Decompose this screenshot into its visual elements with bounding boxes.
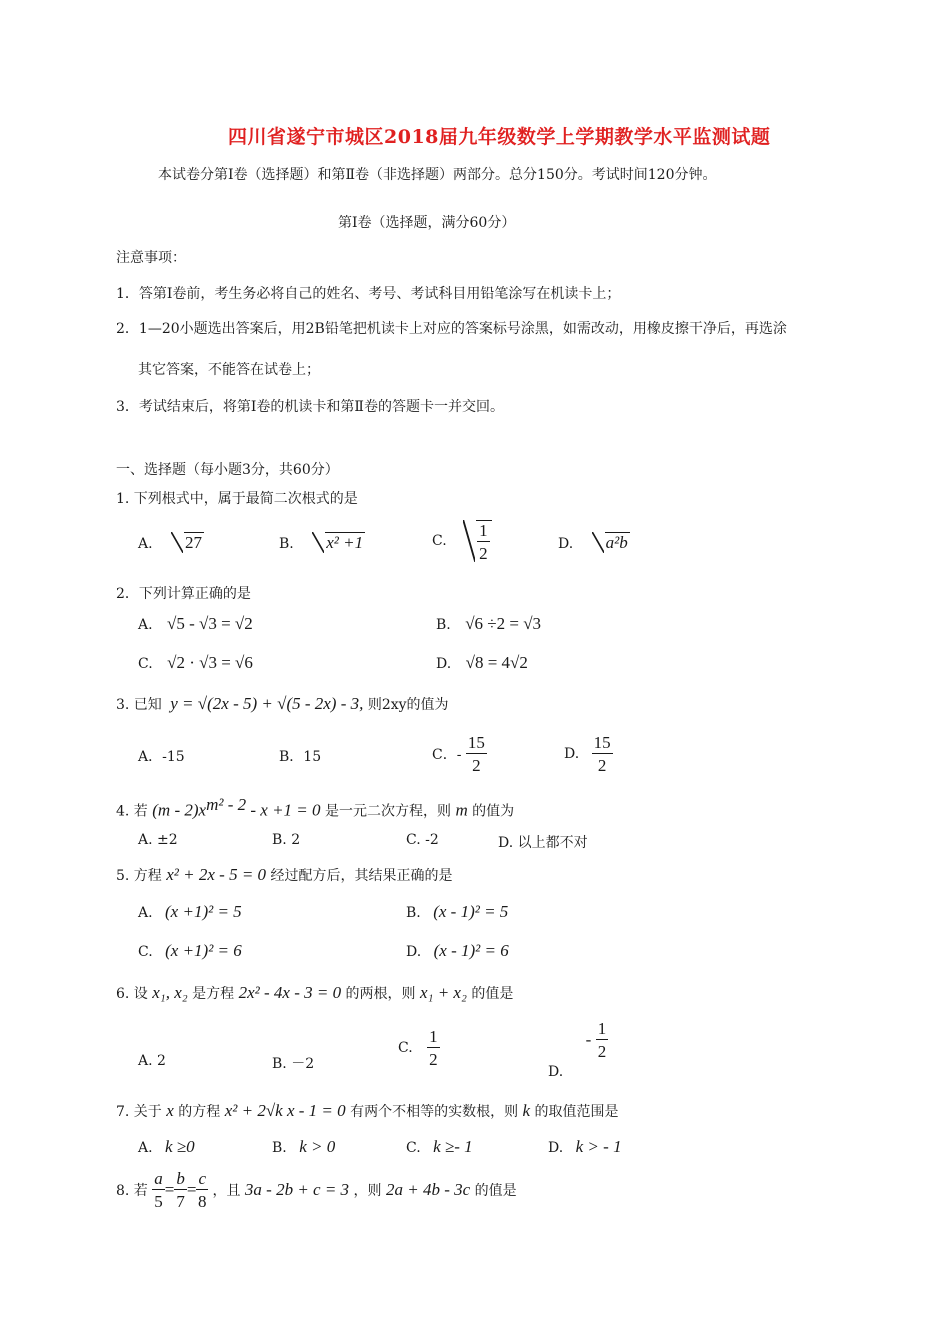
q6-c-den: 2 [429,1050,438,1069]
q1-option-d [558,532,630,553]
q1-a-radicand: 27 [185,533,203,552]
note-2-cont: 其它答案，不能答在试卷上； [138,362,320,378]
q7-a-expr: k ≥0 [165,1137,195,1156]
q8-frac-a [152,1170,165,1210]
q6-vars: x₁, x₂ [152,983,188,1002]
q3-c-label: C．- [432,747,462,763]
q6-option-d [548,1019,608,1080]
q1-c-label: C. [432,533,447,549]
q1-d-sqrt [592,532,630,553]
q7-mid: 的方程 [178,1104,221,1120]
q5-label: 5. 方程 [116,868,162,884]
q2-d-expr: √8 = 4√2 [465,653,528,672]
q4-option-b: B. 2 [272,832,301,848]
q5-tail: 经过配方后，其结果正确的是 [270,868,453,884]
q5-option-a [138,902,242,922]
q6-mid2: 的两根，则 [345,986,416,1002]
q8-f2-den: 7 [176,1192,185,1211]
q7-var: x [166,1101,174,1120]
q5-stem [116,865,453,885]
q6-c-frac [427,1028,440,1068]
note-3: 3．考试结束后，将第Ⅰ卷的机读卡和第Ⅱ卷的答题卡一并交回。 [116,399,504,415]
q2-c-expr: √2 · √3 = √6 [167,653,253,672]
q2-d-label: D. [436,656,452,672]
q8-target: 2a + 4b - 3c [385,1180,471,1199]
q8-mid: ，且 [212,1183,241,1199]
q3-d-num: 15 [593,733,611,752]
q7-d-label: D. [548,1140,564,1156]
q6-d-frac [596,1020,609,1060]
q6-mid: 是方程 [192,986,235,1002]
q8-condition: 3a - 2b + c = 3 [244,1180,350,1199]
q1-c-sqrt [463,520,492,562]
q1-stem: 1. 下列根式中，属于最简二次根式的是 [116,491,358,507]
q5-b-expr: (x - 1)² = 5 [433,902,509,921]
q7-d-expr: k > - 1 [575,1137,622,1156]
q1-option-a [138,532,204,553]
q1-option-c [432,520,492,562]
q7-var2: k [522,1101,531,1120]
q4-exponent: m² - 2 [206,795,247,814]
q8-mid2: ，则 [353,1183,382,1199]
q3-d-label: D. [564,746,580,762]
q5-c-expr: (x +1)² = 6 [165,941,242,960]
q5-option-c [138,941,242,961]
q5-option-d [406,941,509,961]
q4-label: 4. 若 [116,803,148,820]
q3-option-c [432,734,487,774]
q7-b-label: B. [272,1140,287,1156]
q5-a-label: A. [138,905,153,921]
q1-c-num: 1 [479,521,488,540]
q3-c-den: 2 [472,756,481,775]
q5-option-b [406,902,508,922]
q7-c-label: C. [406,1140,421,1156]
q8-label: 8. 若 [116,1183,148,1199]
q3-option-d [564,734,613,774]
q6-tail: 的值是 [471,986,514,1002]
q7-option-c [406,1137,473,1157]
q5-c-label: C. [138,944,153,960]
q5-expr: x² + 2x - 5 = 0 [166,865,267,884]
q5-d-expr: (x - 1)² = 6 [433,941,509,960]
q6-d-sign: - [585,1030,592,1049]
part1-heading: 一、选择题（每小题3分，共60分） [116,462,339,478]
q6-option-a: A. 2 [138,1053,166,1069]
q4-stem [116,795,514,821]
q7-c-expr: k ≥- 1 [433,1137,473,1156]
q7-stem [116,1101,619,1121]
q2-a-expr: √5 - √3 = √2 [167,614,253,633]
q6-label: 6. 设 [116,986,148,1002]
q7-expr: x² + 2√k x - 1 = 0 [224,1101,346,1120]
q2-b-expr: √6 ÷2 = √3 [465,614,542,633]
q4-var: m [455,800,468,820]
q6-sum: x₁ + x₂ [419,983,467,1002]
q3-d-den: 2 [597,756,607,775]
q5-d-label: D. [406,944,422,960]
q8-stem: 8. 若 $\frac{a}{5}$ = $\frac{b}{7}$ = $\frac{c}{8}$ ，且 3a - 2b + c = 3 ，则 2a + 4b - 3c 的值是 [116,1169,517,1211]
notes-title: 注意事项： [116,250,186,266]
q4-expr2: - x +1 = 0 [246,800,321,820]
q6-d-label: D. [548,1064,564,1080]
q2-option-c [138,653,253,673]
q6-d-den: 2 [597,1042,607,1061]
q8-frac-c [196,1170,208,1210]
note-2: 2．1—20小题选出答案后，用2B铅笔把机读卡上对应的答案标号涂黑，如需改动，用橡皮擦干净后，再选涂 [116,321,787,337]
q7-a-label: A. [138,1140,153,1156]
q3-option-b: B．15 [279,749,322,765]
q4-option-a: A. ±2 [138,832,178,848]
q6-c-num: 1 [429,1027,438,1046]
q3-label: 3. 已知 [116,697,162,713]
q3-c-num: 15 [467,733,485,752]
q1-a-sqrt [171,532,204,553]
q7-option-b [272,1137,335,1157]
q8-tail: 的值是 [474,1183,517,1199]
q3-stem [116,694,449,714]
q6-c-label: C. [398,1040,413,1056]
q1-b-radicand: x² +1 [326,533,364,552]
q2-c-label: C. [138,656,153,672]
q6-option-b: B. －2 [272,1056,315,1072]
q4-tail: 的值为 [472,803,515,820]
q8-f1-den: 5 [154,1192,163,1211]
q6-d-num: 1 [597,1019,607,1038]
q8-f2-num: b [176,1169,185,1188]
exam-title: 四川省遂宁市城区2018届九年级数学上学期教学水平监测试题 [228,126,771,148]
q2-a-label: A. [138,617,153,633]
q1-d-label: D. [558,536,574,552]
q1-option-b [279,532,365,553]
q7-option-d [548,1137,622,1157]
q2-option-d [436,653,528,673]
q1-b-label: B. [279,536,294,552]
q4-expr: (m - 2)x [152,800,207,820]
q6-expr: 2x² - 4x - 3 = 0 [238,983,342,1002]
q1-d-radicand: a²b [605,533,628,552]
q1-b-sqrt [312,532,365,553]
q1-a-label: A. [138,536,153,552]
q7-mid2: 有两个不相等的实数根，则 [350,1104,519,1120]
q6-option-c [398,1028,440,1068]
exam-intro: 本试卷分第Ⅰ卷（选择题）和第Ⅱ卷（非选择题）两部分。总分150分。考试时间120分钟。 [158,167,717,183]
q2-stem: 2．下列计算正确的是 [116,586,251,602]
q8-f3-num: c [198,1169,206,1188]
q3-option-a: A．-15 [138,749,185,765]
q7-option-a [138,1137,195,1157]
q7-b-expr: k > 0 [299,1137,336,1156]
section-title: 第Ⅰ卷（选择题，满分60分） [338,215,516,231]
q5-a-expr: (x +1)² = 5 [165,902,242,921]
q4-option-d: D. 以上都不对 [498,835,588,851]
q3-tail: 则2xy的值为 [367,697,449,713]
note-1: 1．答第Ⅰ卷前，考生务必将自己的姓名、考号、考试科目用铅笔涂写在机读卡上； [116,286,621,302]
q6-stem [116,983,513,1003]
q1-c-den: 2 [479,544,488,563]
q2-option-a [138,614,253,634]
q4-mid: 是一元二次方程，则 [324,803,451,820]
q7-label: 7. 关于 [116,1104,162,1120]
q3-c-frac [466,734,487,774]
q2-option-b [436,614,541,634]
q3-expr: y = √(2x - 5) + √(5 - 2x) - 3, [170,694,364,713]
q8-f1-num: a [154,1169,163,1188]
q3-d-frac [592,734,613,774]
q5-b-label: B. [406,905,421,921]
q7-tail: 的取值范围是 [534,1104,619,1120]
q8-f3-den: 8 [197,1192,207,1211]
q4-option-c: C. -2 [406,832,439,848]
q2-b-label: B. [436,617,451,633]
q8-frac-b [174,1170,187,1210]
